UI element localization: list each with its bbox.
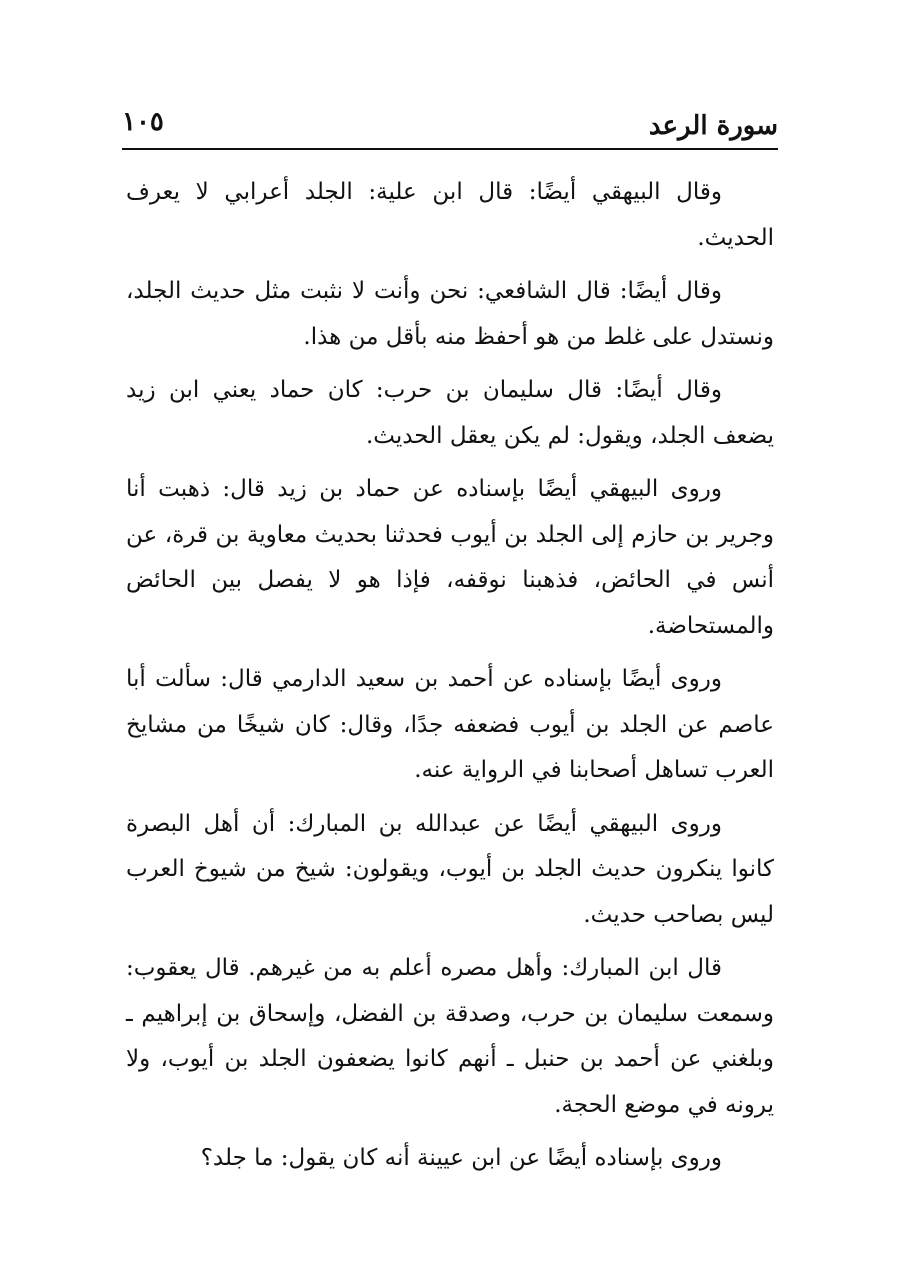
paragraph: وقال البيهقي أيضًا: قال ابن علية: الجلد أعرابي لا يعرف الحديث.	[126, 179, 774, 251]
paragraph: وروى البيهقي أيضًا بإسناده عن حماد بن زيد قال: ذهبت أنا وجرير بن حازم إلى الجلد بن أيوب فحدثنا بحديث معاوية بن قرة، عن أنس في الحائض، فذهبنا نوقفه، فإذا هو لا يفصل بين الحائض والمستحاضة.	[126, 476, 774, 639]
page-body	[126, 170, 774, 1190]
paragraph: وقال أيضًا: قال سليمان بن حرب: كان حماد يعني ابن زيد يضعف الجلد، ويقول: لم يكن يعقل الحديث.	[126, 377, 774, 449]
paragraph: وروى أيضًا بإسناده عن أحمد بن سعيد الدارمي قال: سألت أبا عاصم عن الجلد بن أيوب فضعفه جدًا، وقال: كان شيخًا من مشايخ العرب تساهل أصحابنا في الرواية عنه.	[126, 666, 774, 783]
paragraph: قال ابن المبارك: وأهل مصره أعلم به من غيرهم. قال يعقوب: وسمعت سليمان بن حرب، وصدقة بن الفضل، وإسحاق بن إبراهيم ـ وبلغني عن أحمد بن حنبل ـ أنهم كانوا يضعفون الجلد بن أيوب، ولا يرونه في موضع الحجة.	[126, 955, 774, 1118]
paragraph: وقال أيضًا: قال الشافعي: نحن وأنت لا نثبت مثل حديث الجلد، ونستدل على غلط من هو أحفظ منه بأقل من هذا.	[126, 278, 774, 350]
page-header	[122, 100, 778, 148]
header-rule	[122, 148, 778, 150]
paragraph: وروى بإسناده أيضًا عن ابن عيينة أنه كان يقول: ما جلد؟	[200, 1145, 722, 1171]
page-number: ١٠٥	[122, 107, 164, 137]
surah-title: سورة الرعد	[648, 111, 778, 141]
paragraph: وروى البيهقي أيضًا عن عبدالله بن المبارك: أن أهل البصرة كانوا ينكرون حديث الجلد بن أيوب، ويقولون: شيخ من شيوخ العرب ليس بصاحب حديث.	[126, 810, 774, 928]
